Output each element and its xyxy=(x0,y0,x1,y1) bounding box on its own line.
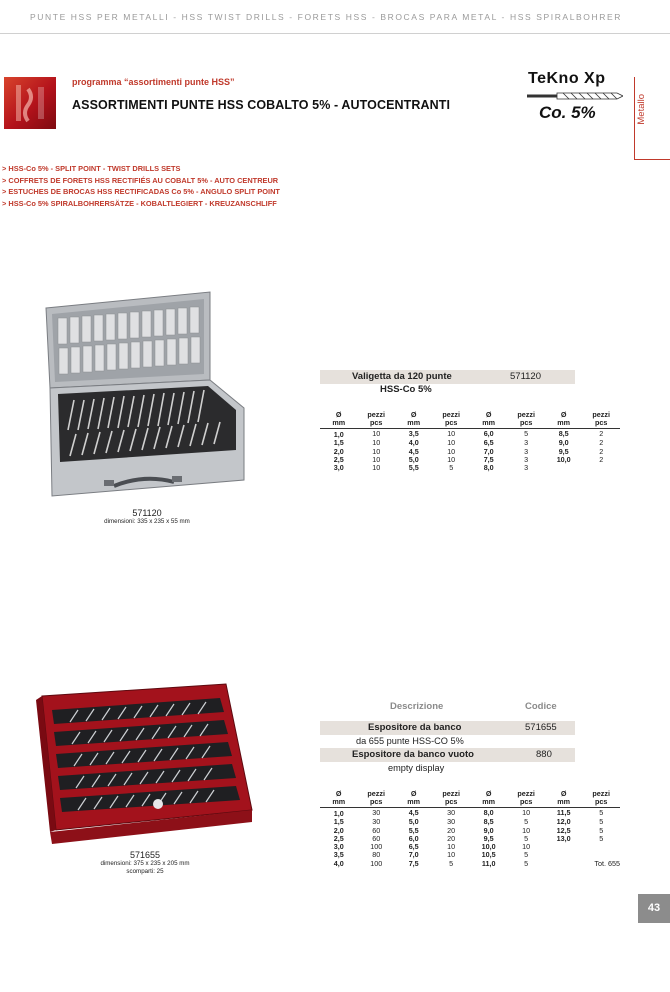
table-cell: 5 xyxy=(449,858,454,868)
table-cell: 1,5 xyxy=(333,438,344,448)
table-cell: 10 xyxy=(447,850,456,860)
table-cell: 10 xyxy=(522,808,531,817)
table-cell: 2,0 xyxy=(333,446,344,456)
col-unit: mm xyxy=(470,798,507,808)
table-cell: 2 xyxy=(599,446,604,456)
product2-code: 571655 xyxy=(525,722,557,733)
table-cell: 1,0 xyxy=(333,809,344,818)
table-cell: 4,5 xyxy=(408,808,419,817)
top-banner: PUNTE HSS PER METALLI - HSS TWIST DRILLS - FORETS HSS - BROCAS PARA METAL - HSS SPIRALBOHRER xyxy=(30,12,622,22)
table-cell: 60 xyxy=(372,833,381,843)
product2-empty-bar xyxy=(320,748,575,762)
col-header: pezzi xyxy=(442,410,460,419)
table-row xyxy=(320,448,620,456)
product1-caption xyxy=(72,508,222,526)
table-cell: 6,0 xyxy=(408,833,419,843)
table-cell xyxy=(545,843,582,851)
table-cell: 3,0 xyxy=(333,842,344,852)
caption-compartments: scomparti: 25 xyxy=(126,868,164,875)
table-cell: 2 xyxy=(599,454,604,464)
table-cell: 6,0 xyxy=(483,429,494,438)
table-cell: 3 xyxy=(524,463,529,473)
product1-table xyxy=(320,411,620,472)
table-cell: 7,0 xyxy=(483,446,494,456)
product2-subtitle: da 655 punte HSS-CO 5% xyxy=(356,736,464,746)
table-cell: 3,5 xyxy=(408,429,419,438)
table-cell: 5 xyxy=(524,858,529,868)
table-cell: 5 xyxy=(524,850,529,860)
table-cell: 3 xyxy=(524,438,529,448)
table-cell: 20 xyxy=(447,833,456,843)
table-row xyxy=(320,843,620,851)
col-unit: mm xyxy=(320,419,357,429)
product1-sub xyxy=(320,384,575,398)
table-cell: 10,0 xyxy=(556,454,571,464)
table-cell: 5 xyxy=(449,463,454,473)
table-cell: 100 xyxy=(370,842,383,852)
product2-empty-name: Espositore da banco vuoto xyxy=(352,749,474,760)
table-cell: 10,5 xyxy=(481,850,496,860)
table-cell: 3,0 xyxy=(333,463,344,473)
brand-grade: Co. 5% xyxy=(539,103,596,122)
table-row xyxy=(320,860,620,868)
col-unit: mm xyxy=(545,419,582,429)
table-cell: 4,0 xyxy=(333,858,344,868)
drill-case-image xyxy=(44,290,249,502)
table-cell: 4,0 xyxy=(408,438,419,448)
side-rule-foot xyxy=(634,159,670,160)
col-header: pezzi xyxy=(442,789,460,798)
col-unit: mm xyxy=(320,798,357,808)
caption-code: 571120 xyxy=(132,508,162,518)
language-line-de: > HSS-Co 5% SPIRALBOHRERSÄTZE - KOBALTLEGIERT - KREUZANSCHLIFF xyxy=(2,199,277,209)
table-cell: 3 xyxy=(524,454,529,464)
table-row xyxy=(320,827,620,835)
code-header: Codice xyxy=(525,701,557,712)
table-cell: 11,0 xyxy=(481,858,496,868)
table-cell: 10 xyxy=(372,446,381,456)
table-cell: 5,0 xyxy=(408,454,419,464)
col-unit: mm xyxy=(395,419,432,429)
language-line-es: > ESTUCHES DE BROCAS HSS RECTIFICADAS Co 5% - ANGULO SPLIT POINT xyxy=(2,187,280,197)
col-unit: mm xyxy=(395,798,432,808)
col-header: pezzi xyxy=(517,789,535,798)
col-header: Ø xyxy=(485,410,492,419)
table-cell: 13,0 xyxy=(556,833,571,843)
table-cell: 10 xyxy=(372,463,381,473)
table-cell xyxy=(545,464,582,472)
product2-column-headers xyxy=(320,701,575,713)
col-header: Ø xyxy=(560,410,567,419)
col-header: Ø xyxy=(335,410,342,419)
table-cell xyxy=(582,843,620,851)
col-unit: pcs xyxy=(357,419,395,429)
table-cell: 10 xyxy=(372,438,381,448)
table-cell: 2 xyxy=(599,438,604,448)
table-row xyxy=(320,456,620,464)
table-cell xyxy=(545,851,582,859)
table-cell: 9,5 xyxy=(558,446,569,456)
product2-empty-code: 880 xyxy=(536,749,552,760)
table-cell: 12,5 xyxy=(556,825,571,835)
page-title: ASSORTIMENTI PUNTE HSS COBALTO 5% - AUTOCENTRANTI xyxy=(72,98,451,112)
col-unit: pcs xyxy=(507,798,545,808)
table-cell: 10 xyxy=(522,842,531,852)
col-unit: mm xyxy=(545,798,582,808)
table-cell: 8,5 xyxy=(558,429,569,438)
table-cell: 8,0 xyxy=(483,808,494,817)
table-cell: 12,0 xyxy=(556,817,571,827)
table-row xyxy=(320,439,620,447)
table-row xyxy=(320,818,620,826)
product1-subtitle: HSS-Co 5% xyxy=(380,384,432,395)
brand-name: TeKno Xp xyxy=(528,70,606,87)
table-row xyxy=(320,835,620,843)
table-cell: 5 xyxy=(599,817,604,827)
table-cell: 3,5 xyxy=(333,850,344,860)
product1-bar xyxy=(320,370,575,384)
col-header: Ø xyxy=(410,789,417,798)
product1-code: 571120 xyxy=(510,371,541,382)
col-header: pezzi xyxy=(367,410,385,419)
col-unit: pcs xyxy=(432,419,470,429)
table-cell: 10 xyxy=(372,454,381,464)
drill-display-image xyxy=(30,682,258,850)
table-row xyxy=(320,808,620,819)
table-row xyxy=(320,429,620,440)
table-cell: 5 xyxy=(599,833,604,843)
table-cell: 11,5 xyxy=(556,808,571,817)
section-label: Metallo xyxy=(636,94,647,125)
brand-logo xyxy=(525,70,625,130)
table-cell: 10 xyxy=(447,842,456,852)
table-cell: 80 xyxy=(372,850,381,860)
table-cell: 2,5 xyxy=(333,454,344,464)
product2-bar xyxy=(320,721,575,735)
table-cell: 5 xyxy=(524,833,529,843)
table-cell: 1,5 xyxy=(333,817,344,827)
table-cell: 5,5 xyxy=(408,463,419,473)
drill-bit-icon xyxy=(527,92,623,100)
table-cell: 6,5 xyxy=(483,438,494,448)
table-cell: 10 xyxy=(522,825,531,835)
col-header: pezzi xyxy=(517,410,535,419)
table-cell: 3 xyxy=(524,446,529,456)
table-cell: 8,5 xyxy=(483,817,494,827)
table-cell: 8,0 xyxy=(483,463,494,473)
table-row xyxy=(320,851,620,859)
col-header: Ø xyxy=(335,789,342,798)
col-header: pezzi xyxy=(592,410,610,419)
product1-header xyxy=(320,370,575,398)
table-cell: 2,0 xyxy=(333,825,344,835)
col-unit: pcs xyxy=(582,798,620,808)
product2-empty-sub xyxy=(320,762,575,775)
table-cell: 4,5 xyxy=(408,446,419,456)
product2-empty-subtitle: empty display xyxy=(388,763,445,773)
table-cell: 7,5 xyxy=(408,858,419,868)
drill-logo-icon xyxy=(4,77,56,129)
product2-sub xyxy=(320,735,575,748)
col-header: pezzi xyxy=(592,789,610,798)
product2-header xyxy=(320,721,575,775)
caption-code: 571655 xyxy=(129,850,161,860)
table-cell: 5 xyxy=(599,808,604,817)
table-cell: 30 xyxy=(372,817,381,827)
table-cell: 7,5 xyxy=(483,454,494,464)
col-header: Ø xyxy=(560,789,567,798)
table-cell: 30 xyxy=(447,808,456,817)
program-label: programma “assortimenti punte HSS” xyxy=(72,77,235,87)
table-cell: 6,5 xyxy=(408,842,419,852)
table-cell: 60 xyxy=(372,825,381,835)
page-number: 43 xyxy=(638,894,670,923)
col-unit: pcs xyxy=(357,798,395,808)
product2-caption xyxy=(70,850,220,876)
col-unit: pcs xyxy=(432,798,470,808)
col-header: Ø xyxy=(410,410,417,419)
col-unit: pcs xyxy=(507,419,545,429)
table-cell: 5 xyxy=(599,825,604,835)
table-cell: 1,0 xyxy=(333,430,344,439)
table-row xyxy=(320,464,620,472)
table-cell: 5,5 xyxy=(408,825,419,835)
table-cell: 30 xyxy=(372,808,381,817)
table-cell: 7,0 xyxy=(408,850,419,860)
product2-table xyxy=(320,790,620,868)
table-cell: 2,5 xyxy=(333,833,344,843)
table-cell: 10,0 xyxy=(481,842,496,852)
table-cell: 10 xyxy=(447,454,456,464)
description-header: Descrizione xyxy=(390,701,444,712)
table-cell: 10 xyxy=(447,438,456,448)
table-cell: 5 xyxy=(524,429,529,438)
table-cell: 30 xyxy=(447,817,456,827)
table-cell: 20 xyxy=(447,825,456,835)
col-header: Ø xyxy=(485,789,492,798)
table-cell: 10 xyxy=(447,446,456,456)
table-cell: 9,0 xyxy=(483,825,494,835)
total-count: Tot. 655 xyxy=(594,858,620,868)
table-cell: 10 xyxy=(372,429,381,438)
table-cell: 100 xyxy=(370,858,383,868)
product2-name: Espositore da banco xyxy=(368,722,462,733)
table-cell xyxy=(582,464,620,472)
caption-dimensions: dimensioni: 375 x 235 x 205 mm xyxy=(100,860,190,867)
col-header: pezzi xyxy=(367,789,385,798)
table-cell: 10 xyxy=(447,429,456,438)
table-cell: 5,0 xyxy=(408,817,419,827)
top-rule xyxy=(0,33,670,34)
col-unit: pcs xyxy=(582,419,620,429)
language-line-en: > HSS-Co 5% - SPLIT POINT - TWIST DRILLS SETS xyxy=(2,164,181,173)
language-line-fr: > COFFRETS DE FORETS HSS RECTIFIÉS AU COBALT 5% - AUTO CENTREUR xyxy=(2,175,279,185)
table-cell: 9,5 xyxy=(483,833,494,843)
language-list xyxy=(2,163,280,210)
col-unit: mm xyxy=(470,419,507,429)
caption-dimensions: dimensioni: 335 x 235 x 55 mm xyxy=(104,518,190,525)
product1-name: Valigetta da 120 punte xyxy=(352,371,452,382)
table-cell: 9,0 xyxy=(558,438,569,448)
table-cell: 2 xyxy=(599,429,604,438)
table-cell: 5 xyxy=(524,817,529,827)
